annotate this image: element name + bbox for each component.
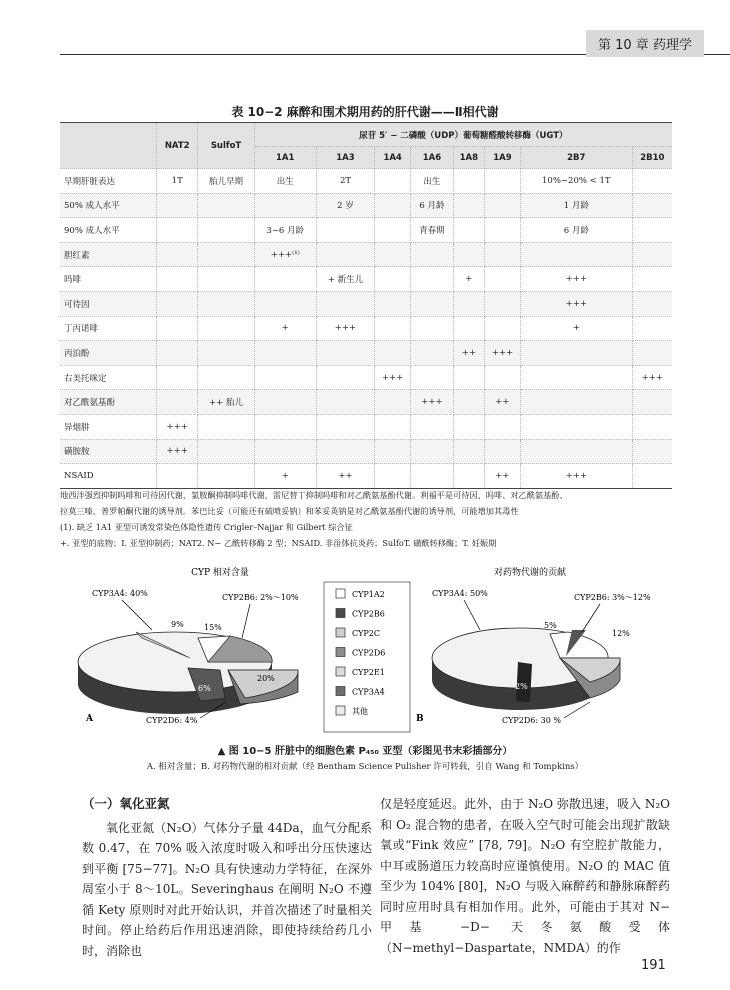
table-cell: 3~6 月龄 [254, 218, 316, 243]
table-cell [198, 242, 254, 267]
table-caption: 表 10−2 麻醉和围术期用药的肝代谢——Ⅱ相代谢 [231, 105, 499, 119]
legend-label: CYP1A2 [352, 590, 385, 599]
table-cell [632, 267, 672, 292]
table-cell [520, 414, 632, 439]
table-cell: 1T [157, 169, 198, 194]
table-cell [520, 341, 632, 366]
table-note: 地西泮强烈抑制吗啡和可待因代谢，氯胺酮抑制吗啡代谢，雷尼替丁抑制吗啡和对乙酰氨基酚代谢。利福平是可待因、吗啡、对乙酰氨基酚、 [60, 490, 568, 500]
table-cell [198, 341, 254, 366]
table-cell: +++ [411, 390, 454, 415]
table-cell [632, 439, 672, 464]
row-label: NSAID [60, 464, 157, 489]
table-cell: +++ [632, 365, 672, 390]
table-cell [520, 242, 632, 267]
pie-a-annotation: CYP2B6: 2%～10% [222, 593, 299, 602]
table-cell [157, 193, 198, 218]
cyp-figure [60, 558, 672, 736]
header-ugt-1a1: 1A1 [254, 147, 316, 169]
table-cell: 出生 [254, 169, 316, 194]
pie-a-label: 6% [198, 684, 211, 693]
table-cell [316, 414, 374, 439]
table-cell [254, 414, 316, 439]
table-cell: 出生 [411, 169, 454, 194]
table-cell [375, 414, 411, 439]
pie-b-title: 对药物代谢的贡献 [493, 568, 567, 578]
figure-caption: ▲ 图 10−5 肝脏中的细胞色素 P₄₅₀ 亚型（彩图见书末彩插部分） [217, 746, 513, 757]
pie-a-label: 9% [171, 620, 184, 629]
pie-b-label: 5% [544, 621, 557, 630]
legend-label: CYP2D6 [352, 648, 386, 658]
row-label: 50% 成人水平 [60, 193, 157, 218]
table-cell [484, 218, 520, 243]
table-row [60, 341, 672, 366]
table-row [60, 193, 672, 218]
table-cell [632, 291, 672, 316]
header-ugt-1a8: 1A8 [453, 147, 484, 169]
table-cell [198, 439, 254, 464]
table-cell [254, 267, 316, 292]
header-sulfot: SulfoT [198, 123, 254, 169]
table-cell [316, 390, 374, 415]
table-cell: + [520, 316, 632, 341]
table-row [60, 291, 672, 316]
legend-swatch [336, 628, 345, 637]
table-row [60, 390, 672, 415]
legend-swatch [336, 589, 345, 598]
page-number: 191 [641, 958, 666, 973]
legend-label: CYP3A4 [352, 687, 385, 697]
table-cell: ++ [453, 341, 484, 366]
header-ugt-2b10: 2B10 [632, 147, 672, 169]
table-cell [198, 464, 254, 489]
table-row [60, 464, 672, 489]
row-label: 丙泊酚 [60, 341, 157, 366]
table-cell: +++⁽¹⁾ [254, 242, 316, 267]
table-cell [198, 316, 254, 341]
table-cell [198, 414, 254, 439]
row-label: 吗啡 [60, 267, 157, 292]
table-cell [316, 218, 374, 243]
table-cell [375, 218, 411, 243]
body-column-right [380, 794, 670, 958]
leader-line [464, 600, 480, 630]
row-label: 异烟肼 [60, 414, 157, 439]
table-cell [198, 267, 254, 292]
table-cell [411, 316, 454, 341]
table-cell [632, 316, 672, 341]
table-cell [520, 390, 632, 415]
table-cell: +++ [316, 316, 374, 341]
table-cell: 6 月龄 [411, 193, 454, 218]
running-header [0, 26, 730, 56]
leader-line [122, 600, 152, 630]
table-cell [157, 464, 198, 489]
table-cell [254, 291, 316, 316]
table-cell [157, 291, 198, 316]
table-cell [453, 464, 484, 489]
table-cell [254, 365, 316, 390]
table-cell [157, 242, 198, 267]
legend-label: CYP2E1 [352, 668, 385, 677]
header-ugt-1a6: 1A6 [411, 147, 454, 169]
body-paragraph: 氧化亚氮（N₂O）气体分子量 44Da，血气分配系数 0.47，在 70% 吸入浓度时吸入和呼出分压快速达到平衡 [75−77]。N₂O 具有快速动力学特征，在深外周室小于 8～10L。Severinghaus 在阐明 N₂O 不遵循 Kety 原则时对此开始认识，并首次描述了时量相关时间。停止给药后作用迅速消除，即使持续给药几小时，消除也 [82, 820, 372, 958]
table-cell: +++ [375, 365, 411, 390]
pie-a-title: CYP 相对含量 [191, 568, 249, 578]
table-cell [411, 242, 454, 267]
table-cell [453, 291, 484, 316]
table-cell [375, 316, 411, 341]
table-note: +. 亚型的底物；I. 亚型抑制药；NAT2. N− 乙酰转移酶 2 型；NSAID. 非甾体抗炎药；SulfoT. 磺酰转移酶；T. 妊娠期 [60, 538, 497, 548]
table-cell [484, 242, 520, 267]
table-cell [484, 291, 520, 316]
row-label: 可待因 [60, 291, 157, 316]
table-row [60, 218, 672, 243]
legend [324, 582, 410, 732]
table-cell: + [453, 267, 484, 292]
table-cell [316, 439, 374, 464]
table-cell [316, 341, 374, 366]
row-label: 90% 成人水平 [60, 218, 157, 243]
legend-swatch [336, 667, 345, 676]
pie-a-label: 15% [204, 623, 222, 632]
table-cell [375, 464, 411, 489]
table-cell [375, 267, 411, 292]
table-cell: 胎儿早期 [198, 169, 254, 194]
table-cell [632, 414, 672, 439]
pie-b-annotation: CYP2B6: 3%～12% [574, 593, 651, 602]
table-cell [198, 291, 254, 316]
table-cell [375, 291, 411, 316]
table-cell: 2 岁 [316, 193, 374, 218]
table-cell: ++ [316, 464, 374, 489]
header-ugt: 尿苷 5′ − 二磷酸（UDP）葡萄糖醛酸转移酶（UGT） [254, 123, 672, 147]
row-label: 对乙酰氨基酚 [60, 390, 157, 415]
figure-subcaption: A. 相对含量；B. 对药物代谢的相对贡献（经 Bentham Science Pulisher 许可转载，引自 Wang 和 Tompkins） [146, 762, 584, 772]
table-cell [632, 242, 672, 267]
body-column-left [82, 794, 372, 961]
table-cell: 青春期 [411, 218, 454, 243]
table-cell [484, 193, 520, 218]
table-cell: ++ [484, 390, 520, 415]
table-cell [520, 439, 632, 464]
table-cell [453, 316, 484, 341]
header-nat2: NAT2 [157, 123, 198, 169]
metabolism-table [60, 122, 672, 489]
table-cell: + 新生儿 [316, 267, 374, 292]
table-note: (1). 缺乏 1A1 亚型可诱发常染色体隐性遗传 Crigler–Najjar 和 Gilbert 综合征 [60, 522, 353, 532]
table-row [60, 414, 672, 439]
panel-a-label: A [86, 714, 93, 724]
table-cell [157, 341, 198, 366]
table-cell [484, 169, 520, 194]
table-cell [316, 242, 374, 267]
table-cell: +++ [157, 414, 198, 439]
pie-a-label: 20% [257, 674, 275, 683]
table-cell [411, 414, 454, 439]
table-note: 拉莫三嗪、普罗帕酮代谢的诱导剂。苯巴比妥（可能还有硫喷妥钠）和苯妥英钠是对乙酰氨基酚代谢的诱导剂，可能增加其毒性 [60, 506, 519, 516]
row-label: 丁丙诺啡 [60, 316, 157, 341]
table-cell [632, 218, 672, 243]
pie-b-label: 2% [515, 682, 528, 691]
pie-a-annotation: CYP3A4: 40% [92, 589, 148, 598]
table-cell: + [254, 316, 316, 341]
table-cell [254, 341, 316, 366]
table-cell: +++ [520, 464, 632, 489]
table-cell: +++ [157, 439, 198, 464]
section-title: （一）氧化亚氮 [82, 796, 170, 811]
table-cell [157, 218, 198, 243]
table-cell [254, 390, 316, 415]
table-notes [60, 487, 672, 551]
table-cell [411, 267, 454, 292]
row-label: 早期肝脏表达 [60, 169, 157, 194]
table-cell [157, 267, 198, 292]
table-row [60, 365, 672, 390]
table-cell [453, 414, 484, 439]
pie-b-annotation: CYP2D6: 30 % [502, 716, 561, 725]
table-cell [453, 193, 484, 218]
table-cell [632, 169, 672, 194]
table-cell [375, 341, 411, 366]
table-cell: 1 月龄 [520, 193, 632, 218]
table-cell [484, 267, 520, 292]
pie-b-label: 12% [612, 629, 630, 638]
table-row [60, 267, 672, 292]
legend-swatch [336, 687, 345, 696]
table-cell [375, 169, 411, 194]
table-cell: + [254, 464, 316, 489]
table-cell [453, 365, 484, 390]
table-cell [632, 341, 672, 366]
table-cell [484, 414, 520, 439]
table-cell [198, 218, 254, 243]
legend-label: CYP2C [352, 629, 380, 638]
leader-line [582, 604, 600, 632]
body-paragraph: 仅是轻度延迟。此外，由于 N₂O 弥散迅速，吸入 N₂O 和 O₂ 混合物的患者，在吸入空气时可能会出现扩散缺氧或“Fink 效应” [78, 79]。N₂O 有空腔扩散能力，中耳或肠道压力较高时应谨慎使用。N₂O 的 MAC 值至少为 104% [80]，N₂O 与吸入麻醉药和静脉麻醉药同时应用时具有相加作用。此外，可能由于其对 N− 甲基 −D− 天冬氨酸受体（N−methyl−Daspartate，NMDA）的作 [380, 797, 670, 955]
table-cell [157, 316, 198, 341]
table-cell [520, 365, 632, 390]
table-header-row [60, 123, 672, 147]
panel-b-label: B [416, 714, 424, 724]
table-cell [157, 390, 198, 415]
table-cell [453, 242, 484, 267]
table-cell [632, 390, 672, 415]
table-cell [254, 439, 316, 464]
table-cell [632, 464, 672, 489]
table-row [60, 439, 672, 464]
table-cell [411, 439, 454, 464]
header-ugt-1a3: 1A3 [316, 147, 374, 169]
table-row [60, 242, 672, 267]
table-cell [411, 291, 454, 316]
table-cell: 6 月龄 [520, 218, 632, 243]
table-cell [453, 439, 484, 464]
table-cell: 10%~20% < 1T [520, 169, 632, 194]
row-label: 磺胺胺 [60, 439, 157, 464]
leader-line [242, 604, 250, 638]
table-cell: ++ 胎儿 [198, 390, 254, 415]
table-cell [375, 193, 411, 218]
table-cell: 2T [316, 169, 374, 194]
legend-label: 其他 [352, 707, 368, 716]
table-cell [254, 193, 316, 218]
pie-a [78, 620, 298, 714]
header-empty [60, 123, 157, 169]
header-ugt-1a4: 1A4 [375, 147, 411, 169]
table-row [60, 316, 672, 341]
table-cell: +++ [520, 291, 632, 316]
row-label: 右美托咪定 [60, 365, 157, 390]
table-cell [375, 390, 411, 415]
table-cell: ++ [484, 464, 520, 489]
row-label: 胆红素 [60, 242, 157, 267]
pie-b [432, 621, 630, 710]
table-cell [453, 390, 484, 415]
pie-b-annotation: CYP3A4: 50% [432, 589, 488, 598]
table-cell: +++ [484, 341, 520, 366]
table-cell [157, 365, 198, 390]
table-cell [411, 365, 454, 390]
table-cell: +++ [520, 267, 632, 292]
table-cell [484, 365, 520, 390]
legend-swatch [336, 648, 345, 657]
chapter-label: 第 10 章 药理学 [586, 30, 704, 57]
header-ugt-1a9: 1A9 [484, 147, 520, 169]
pie-a-annotation: CYP2D6: 4% [146, 716, 198, 725]
table-cell [198, 365, 254, 390]
table-cell [453, 169, 484, 194]
table-cell [198, 193, 254, 218]
table-cell [375, 242, 411, 267]
legend-swatch [336, 706, 345, 715]
table-row [60, 169, 672, 194]
table-cell [375, 439, 411, 464]
table-cell [484, 439, 520, 464]
table-cell [632, 193, 672, 218]
table-cell [411, 464, 454, 489]
table-cell [484, 316, 520, 341]
header-ugt-2b7: 2B7 [520, 147, 632, 169]
table-cell [316, 291, 374, 316]
legend-label: CYP2B6 [352, 609, 385, 619]
legend-swatch [336, 609, 345, 618]
table-cell [453, 218, 484, 243]
table-cell [411, 341, 454, 366]
table-cell [316, 365, 374, 390]
